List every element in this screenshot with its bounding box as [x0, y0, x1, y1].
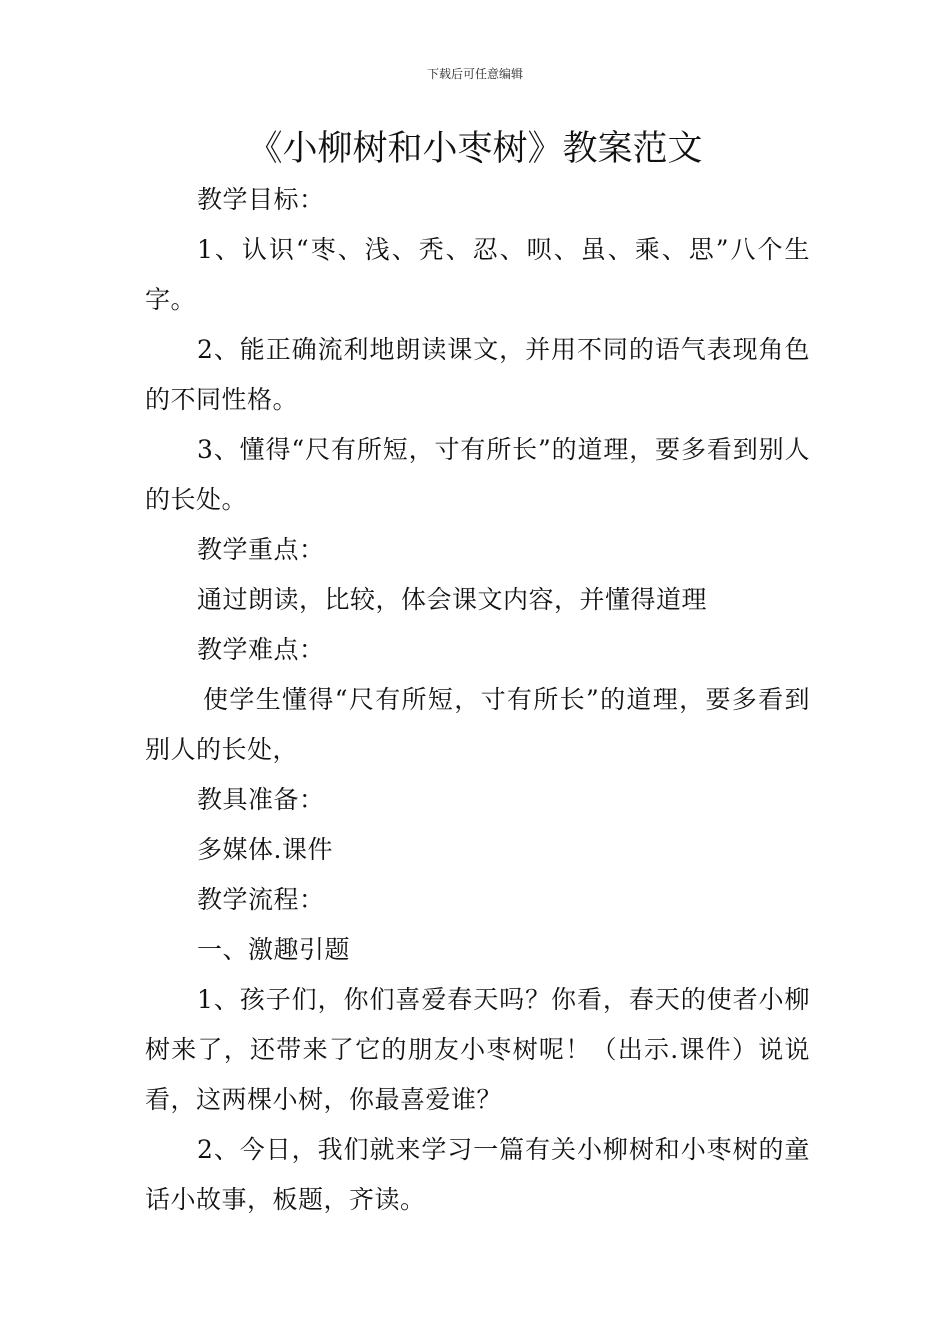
document-title: 《小柳树和小枣树》教案范文	[247, 129, 703, 169]
section-heading-objectives: 教学目标：	[197, 185, 325, 214]
section-heading-materials: 教具准备：	[197, 785, 325, 814]
procedure-item-1: 1、孩子们，你们喜爱春天吗？你看，春天的使者小柳树来了，还带来了它的朋友小枣树呢！（出示.课件）说说看，这两棵小树，你最喜爱谁？	[145, 985, 810, 1114]
section-heading-key-points: 教学重点：	[197, 535, 325, 564]
header-note: 下载后可任意编辑	[426, 67, 523, 81]
procedure-step-heading: 一、激趣引题	[197, 935, 351, 964]
key-points-text: 通过朗读，比较，体会课文内容，并懂得道理	[197, 585, 708, 614]
objective-item-3: 3、懂得“尺有所短，寸有所长”的道理，要多看到别人的长处。	[145, 435, 810, 514]
objective-item-2: 2、能正确流利地朗读课文，并用不同的语气表现角色的不同性格。	[145, 335, 810, 414]
materials-text: 多媒体.课件	[197, 835, 333, 864]
document-body	[145, 175, 810, 1225]
section-heading-procedure: 教学流程：	[197, 885, 325, 914]
section-heading-difficulties: 教学难点：	[197, 635, 325, 664]
difficulties-text: 使学生懂得“尺有所短，寸有所长”的道理，要多看到别人的长处，	[145, 685, 810, 764]
objective-item-1: 1、认识“枣、浅、秃、忍、呗、虽、乘、思”八个生字。	[145, 235, 810, 314]
procedure-item-2: 2、今日，我们就来学习一篇有关小柳树和小枣树的童话小故事，板题，齐读。	[145, 1135, 810, 1214]
